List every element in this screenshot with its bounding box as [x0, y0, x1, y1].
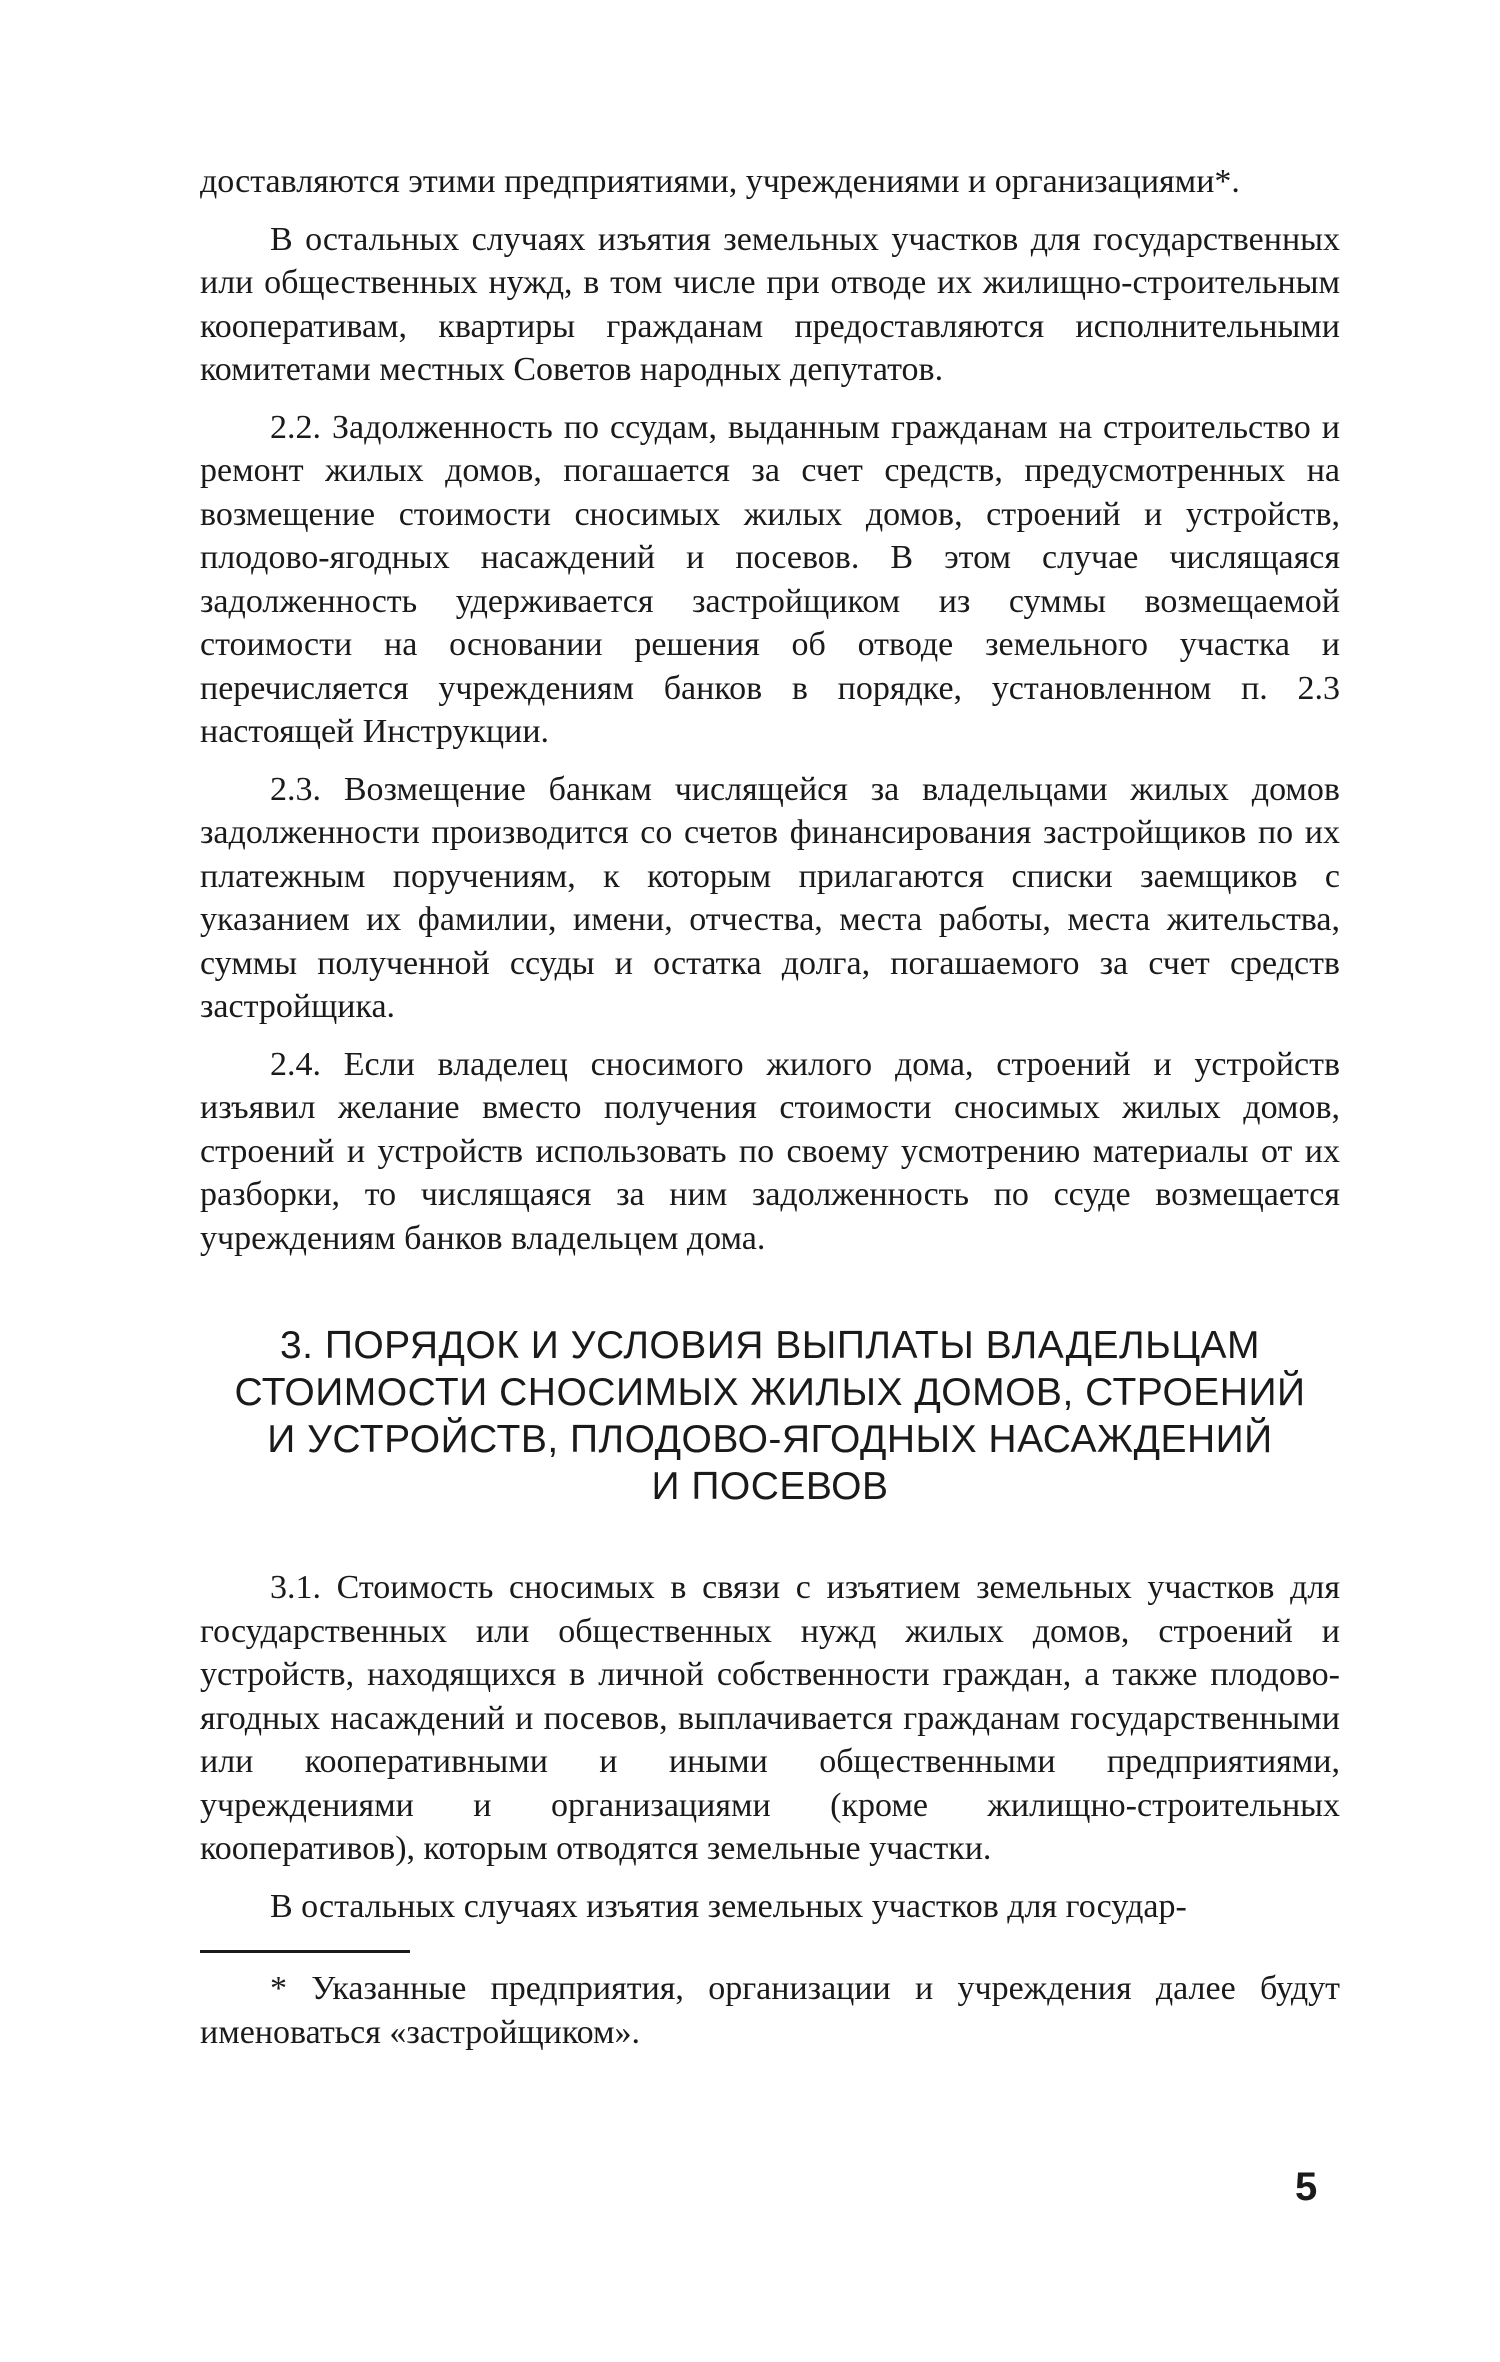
- section-title-line: И УСТРОЙСТВ, ПЛОДОВО-ЯГОДНЫХ НАСАЖДЕНИЙ: [267, 1418, 1273, 1461]
- section-title-line: 3. ПОРЯДОК И УСЛОВИЯ ВЫПЛАТЫ ВЛАДЕЛЬЦАМ: [279, 1324, 1261, 1367]
- paragraph-2-2: 2.2. Задолженность по ссудам, выданным гражданам на строительство и ремонт жилых домов, погашается за счет средств, предусмотренных на возмещение стоимости сносимых жилых домов, строений и устройств, плодово-ягодных насаждений и посевов. В этом случае числящаяся задолженность удерживается застройщиком из суммы возмещаемой стоимости на основании решения об отводе земельного участка и перечисляется учреждениям банков в порядке, установленном п. 2.3 настоящей Инструкции.: [200, 408, 1340, 750]
- section-3-title: [200, 1322, 1340, 1510]
- paragraph-continuation: доставляются этими предприятиями, учреждениями и организациями*.: [200, 163, 1240, 200]
- page-number: 5: [1295, 2165, 1318, 2209]
- section-title-line: И ПОСЕВОВ: [651, 1465, 889, 1508]
- paragraph-2-4: 2.4. Если владелец сносимого жилого дома, строений и устройств изъявил желание вместо получения стоимости сносимых жилых домов, строений и устройств использовать по своему усмотрению материалы от их разборки, то числящаяся за ним задолженность по ссуде возмещается учреждениям банков владельцем дома.: [200, 1045, 1340, 1257]
- section-title-line: СТОИМОСТИ СНОСИМЫХ ЖИЛЫХ ДОМОВ, СТРОЕНИЙ: [234, 1371, 1306, 1414]
- document-page: [200, 160, 1340, 2055]
- footnote: * Указанные предприятия, организации и учреждения далее будут именоваться «застройщиком».: [200, 1970, 1340, 2051]
- paragraph-other-cases: В остальных случаях изъятия земельных участков для государственных или общественных нужд, в том числе при отводе их жилищно-строительным кооперативам, квартиры гражданам предоставляются исполнительными комитетами местных Советов народных депутатов.: [200, 220, 1340, 388]
- paragraph-2-3: 2.3. Возмещение банкам числящейся за владельцами жилых домов задолженности производится со счетов финансирования застройщиков по их платежным поручениям, к которым прилагаются списки заемщиков с указанием их фамилии, имени, отчества, места работы, места жительства, суммы полученной ссуды и остатка долга, погашаемого за счет средств застройщика.: [200, 770, 1340, 1025]
- paragraph-other-cases-continued: В остальных случаях изъятия земельных участков для государ-: [270, 1887, 1187, 1925]
- paragraph-3-1: 3.1. Стоимость сносимых в связи с изъятием земельных участков для государственных или общественных нужд жилых домов, строений и устройств, находящихся в личной собственности граждан, а также плодово-ягодных насаждений и посевов, выплачивается гражданам государственными или кооперативными и иными общественными предприятиями, учреждениями и организациями (кроме жилищно-строительных кооперативов), которым отводятся земельные участки.: [200, 1569, 1340, 1867]
- footnote-divider: [200, 1950, 410, 1953]
